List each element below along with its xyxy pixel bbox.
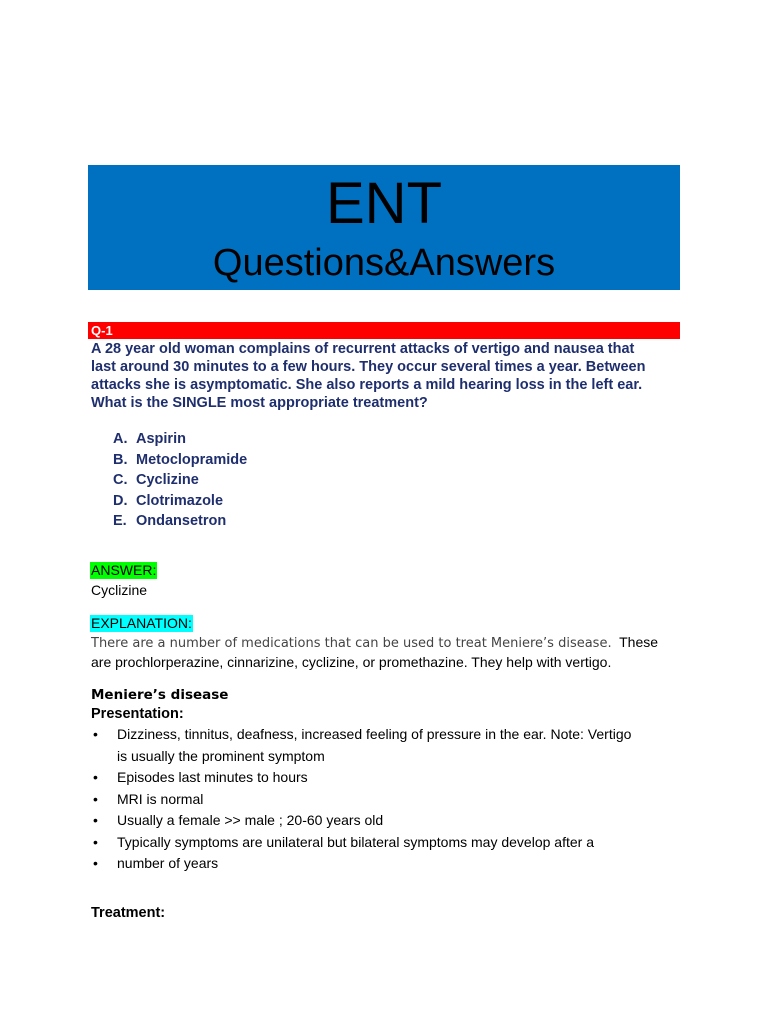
list-item (93, 789, 693, 811)
option-b (113, 450, 247, 471)
option-text: Aspirin (136, 431, 186, 447)
bullet-icon: • (93, 855, 98, 871)
list-item (93, 724, 693, 746)
list-item-text: MRI is normal (117, 790, 204, 807)
explanation-label: EXPLANATION: (91, 615, 192, 631)
bullet-icon: • (93, 769, 98, 785)
list-item-text: is usually the prominent symptom (117, 747, 325, 764)
list-item-text: Typically symptoms are unilateral but bilateral symptoms may develop after a (117, 833, 594, 850)
answer-options-list (113, 429, 247, 532)
option-letter: D. (113, 492, 128, 509)
option-letter: C. (113, 472, 128, 488)
list-item (93, 767, 693, 789)
option-text: Clotrimazole (136, 492, 224, 509)
question-line: What is the SINGLE most appropriate treatment? (91, 395, 428, 411)
option-text: Cyclizine (136, 472, 199, 488)
title-banner (88, 165, 680, 290)
list-item (93, 810, 693, 832)
question-line: A 28 year old woman complains of recurrent attacks of vertigo and nausea that (91, 341, 635, 357)
treatment-heading: Treatment: (91, 905, 166, 921)
question-number: Q-1 (91, 323, 113, 338)
presentation-heading: Presentation: (91, 706, 184, 722)
question-line: attacks she is asymptomatic. She also reports a mild hearing loss in the left ear. (91, 377, 643, 393)
list-item (93, 746, 693, 768)
page-title: ENT (326, 171, 442, 236)
page-subtitle: Questions&Answers (212, 242, 556, 284)
question-text (91, 340, 691, 412)
section-title: Meniere’s disease (91, 687, 229, 703)
explanation-line: are prochlorperazine, cinnarizine, cyclizine, or promethazine. They help with vertigo. (91, 654, 612, 670)
answer-label: ANSWER: (91, 562, 157, 578)
list-item (93, 853, 693, 875)
option-text: Ondansetron (136, 513, 227, 529)
explanation-line-part: These (611, 634, 659, 650)
question-line: last around 30 minutes to a few hours. They occur several times a year. Between (91, 359, 646, 375)
option-letter: A. (113, 431, 128, 447)
bullet-icon: • (93, 790, 98, 807)
list-item-text: number of years (117, 855, 219, 871)
option-letter: B. (113, 451, 128, 468)
presentation-bullet-list (93, 724, 693, 875)
list-item-text: Usually a female >> male ; 20-60 years old (117, 812, 384, 828)
bullet-icon: • (93, 726, 98, 742)
explanation-line (91, 633, 691, 653)
bullet-icon: • (93, 812, 98, 828)
option-e (113, 511, 247, 532)
answer-value: Cyclizine (91, 582, 148, 598)
option-d (113, 491, 247, 512)
option-text: Metoclopramide (136, 451, 248, 468)
question-header-bar (88, 322, 680, 339)
option-a (113, 429, 247, 450)
list-item (93, 832, 693, 854)
explanation-line-part: There are a number of medications that can be used to treat Meniere’s disease. (91, 636, 612, 651)
explanation-text (91, 633, 691, 672)
option-c (113, 470, 247, 491)
option-letter: E. (113, 513, 127, 529)
bullet-icon: • (93, 833, 98, 850)
list-item-text: Episodes last minutes to hours (117, 769, 308, 785)
list-item-text: Dizziness, tinnitus, deafness, increased feeling of pressure in the ear. Note: Vertigo (117, 726, 632, 742)
